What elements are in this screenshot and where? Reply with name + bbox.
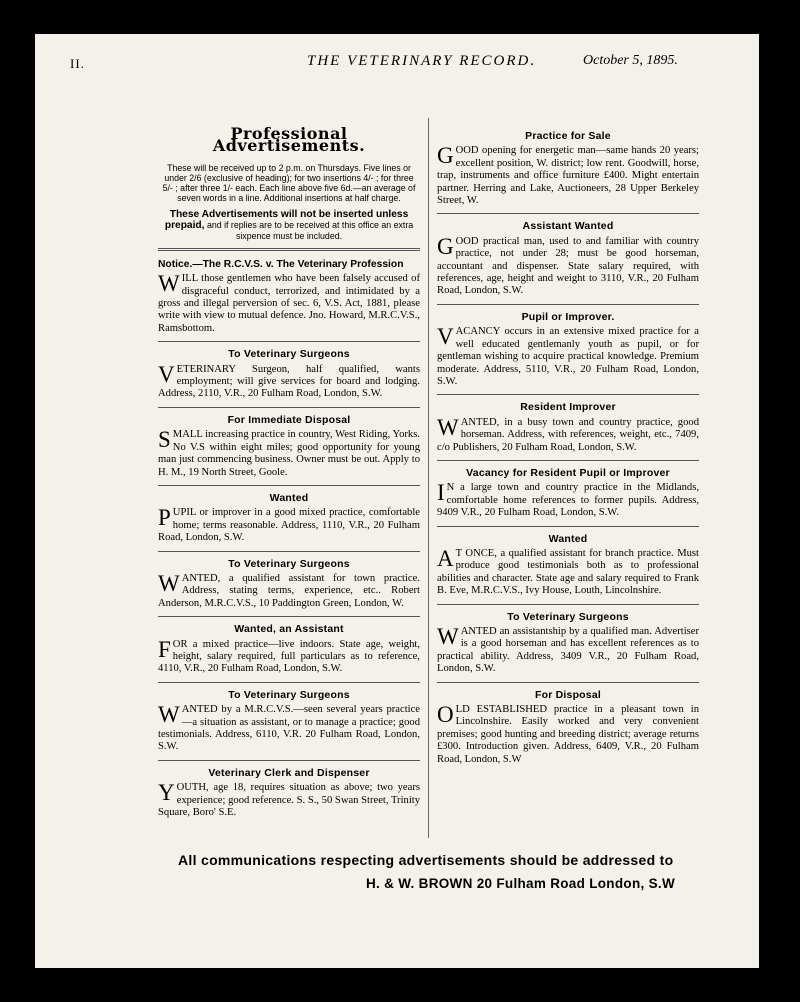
drop-cap: G	[437, 143, 454, 169]
ad-heading: Wanted, an Assistant	[234, 623, 344, 636]
ad-heading: Veterinary Clerk and Dispenser	[208, 766, 370, 779]
ad-heading: To Veterinary Surgeons	[228, 348, 350, 361]
double-rule	[158, 248, 420, 251]
right-column	[437, 128, 699, 766]
drop-cap: A	[437, 545, 454, 571]
ad-heading: For Disposal	[535, 688, 601, 701]
rule	[437, 394, 699, 395]
ad-heading: Practice for Sale	[525, 130, 611, 142]
ad-block	[158, 414, 420, 479]
ad-block	[437, 611, 699, 676]
ad-block	[158, 767, 420, 820]
footer-instruction: All communications respecting advertisements should be addressed to	[178, 852, 674, 868]
ad-body: ANTED, in a busy town and country practice, good horseman. Address, with references, weight, etc., 7409, c/o Publishers, 20 Fulham Road, London, S.W.	[437, 416, 699, 453]
drop-cap: V	[158, 361, 175, 387]
drop-cap: W	[437, 414, 459, 440]
ad-heading: To Veterinary Surgeons	[507, 610, 629, 623]
ad-heading: To Veterinary Surgeons	[228, 688, 350, 701]
ad-body: ANTED, a qualified assistant for town practice. Address, stating terms, experience, etc.. Robert Anderson, M.R.C.V.S., 10 Paddington Green, London, W.	[158, 572, 420, 609]
column-divider	[428, 118, 429, 838]
ad-body: T ONCE, a qualified assistant for branch practice. Must produce good testimonials both as to professional abilities and character. State age and salary required to Frank B. Eve, M.R.C.V.S., Ivy House, Louth, Lincolnshire.	[437, 547, 699, 597]
ad-block	[437, 311, 699, 388]
ad-heading: Wanted	[269, 491, 309, 504]
drop-cap: O	[437, 702, 454, 728]
ad-body: ANTED an assistantship by a qualified man. Advertiser is a good horseman and has excellent references as to practical ability. Address, 3409 V.R., 20 Fulham Road, London, S.W.	[437, 626, 699, 675]
ad-body: OOD opening for energetic man—same hands 20 years; excellent position, W. district; low rent. Goodwill, horse, trap, instruments and office furniture £400. Might entertain partner. Herring and Lake, Auctioneers, 28 Upper Berkeley Street, W.	[437, 145, 699, 207]
ad-block	[158, 558, 420, 611]
prepaid-notice-bold: These Advertisements will not be inserted unless prepaid,	[164, 208, 409, 231]
drop-cap: S	[158, 427, 171, 453]
rule	[437, 682, 699, 683]
footer-address: H. & W. BROWN 20 Fulham Road London, S.W	[366, 876, 675, 891]
page-number: II.	[70, 56, 85, 71]
ad-body: OUTH, age 18, requires situation as above; two years experience; good reference. S. S., 50 Swan Street, Trinity Square, Boro' S.E.	[158, 782, 420, 819]
drop-cap: W	[158, 570, 180, 596]
rates-intro: These will be received up to 2 p.m. on Thursdays. Five lines or under 2/6 (exclusive of heading); for two insertions 4/- ; for three 5/- ; after three 1/- each. Each line above five 6d.—an average of seven words in a line. Additional insertions at half charge.	[162, 162, 416, 203]
ad-body: ACANCY occurs in an extensive mixed practice for a well educated gentlemanly youth as pupil, or for gentleman wishing to acquire practical knowledge. Premium moderate. Address, 5110, V.R., 20 Fulham Road, London, S.W.	[437, 326, 699, 387]
drop-cap: W	[437, 624, 459, 649]
ad-heading: To Veterinary Surgeons	[228, 557, 350, 570]
rule	[158, 485, 420, 486]
ad-block	[158, 492, 420, 545]
ad-body: UPIL or improver in a good mixed practice, comfortable home; terms reasonable. Address, 1110, V.R., 20 Fulham Road, London, S.W.	[158, 507, 420, 544]
ad-block	[437, 689, 699, 766]
ad-block	[437, 401, 699, 454]
rule	[437, 604, 699, 605]
rule	[158, 551, 420, 552]
ad-heading: For Immediate Disposal	[227, 413, 351, 426]
ad-block	[437, 130, 699, 207]
ad-body: MALL increasing practice in country, West Riding, Yorks. No V.S within eight miles; good opportunity for young man just commencing business. Owner must be out. Apply to H. M., 19 North Street, Goole.	[158, 429, 420, 478]
drop-cap: V	[437, 324, 454, 350]
ad-heading: Pupil or Improver.	[521, 310, 615, 323]
ad-block	[158, 623, 420, 676]
rule	[437, 526, 699, 527]
ad-body: N a large town and country practice in the Midlands, comfortable home references to former pupils. Address, 9409 V.R., 20 Fulham Road, London, S.W.	[437, 482, 699, 519]
ad-body: OR a mixed practice—live indoors. State age, weight, height, salary required, full particulars as to reference, 4110, V.R., 20 Fulham Road, London, S.W.	[158, 638, 420, 675]
ad-body: LD ESTABLISHED practice in a pleasant town in Lincolnshire. Easily worked and very convenient premises; good hunting and breeding district; average returns £300. Introduction given. Address, 6409, V.R., 20 Fulham Road, London, S.W	[437, 704, 699, 765]
ad-block	[158, 689, 420, 754]
ad-heading: Resident Improver	[520, 401, 616, 414]
ad-body: ETERINARY Surgeon, half qualified, wants employment; will give services for board and lodging. Address, 2110, V.R., 20 Fulham Road, London, S.W.	[158, 363, 420, 400]
rcvs-notice-body: ILL those gentlemen who have been falsely accused of disgraceful conduct, terrorized, and intimidated by a gross and illegal perversion of sec. 6, V.S. Act, 1881, please write with view to mutual defence. Jno. Howard, M.R.C.V.S., Ramsbottom.	[158, 273, 420, 334]
ad-heading: Wanted	[548, 532, 588, 545]
ad-body: ANTED by a M.R.C.V.S.—seen several years practice—a situation as assistant, or to manage a practice; good testimonials. Address, 6110, V.R. 20 Fulham Road, London, S.W.	[158, 704, 420, 753]
rcvs-notice-heading: Notice.—The R.C.V.S. v. The Veterinary Profession	[158, 258, 404, 270]
drop-cap: G	[437, 233, 454, 259]
ad-heading: Vacancy for Resident Pupil or Improver	[466, 466, 670, 479]
journal-title: THE VETERINARY RECORD.	[307, 53, 537, 69]
ad-block	[437, 533, 699, 598]
ad-block	[437, 467, 699, 520]
rule	[158, 682, 420, 683]
drop-cap: W	[158, 271, 180, 297]
drop-cap: P	[158, 505, 171, 531]
prepaid-notice	[158, 209, 420, 242]
rcvs-notice	[158, 259, 420, 335]
ad-heading: Assistant Wanted	[522, 220, 614, 233]
rule	[437, 460, 699, 461]
rule	[158, 341, 420, 342]
rule	[158, 407, 420, 408]
ad-body: OOD practical man, used to and familiar with country practice, not under 28; must be good horseman, accountant and dispenser. State salary required, with references, age, height and weight to 3110, V.R., 20 Fulham Road, London, S.W.	[437, 235, 699, 297]
drop-cap: I	[437, 480, 445, 506]
ad-block	[158, 348, 420, 401]
section-title: Professional Advertisements.	[212, 124, 366, 156]
rule	[437, 213, 699, 214]
drop-cap: W	[158, 702, 180, 728]
issue-date: October 5, 1895.	[583, 53, 678, 68]
rule	[158, 760, 420, 761]
prepaid-notice-rest: and if replies are to be received at this office an extra sixpence must be included.	[204, 219, 414, 241]
drop-cap: Y	[158, 780, 175, 806]
drop-cap: F	[158, 636, 171, 662]
left-column	[158, 124, 420, 819]
rule	[158, 616, 420, 617]
ad-block	[437, 220, 699, 297]
rule	[437, 304, 699, 305]
